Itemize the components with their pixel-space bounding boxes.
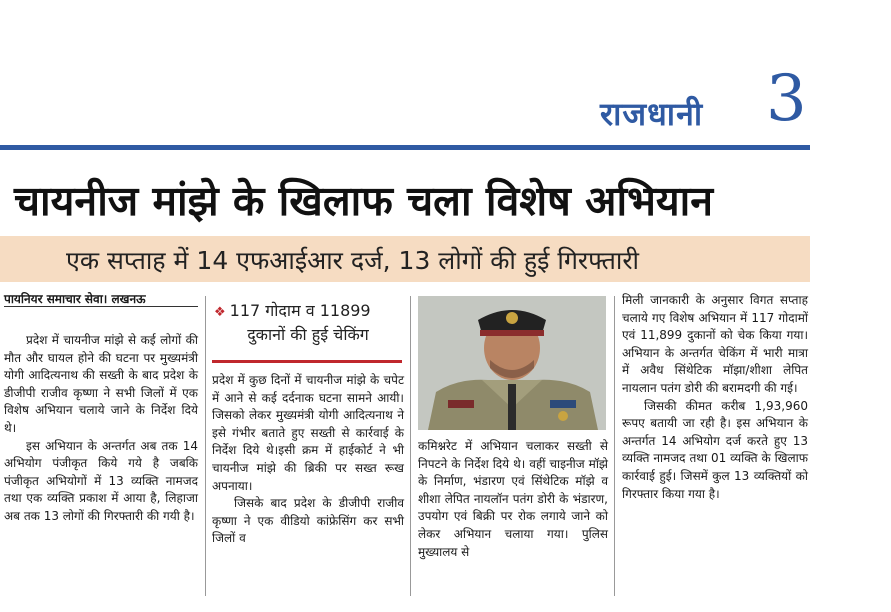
column-divider xyxy=(410,296,411,596)
box-heading-line-1: 117 गोदाम व 11899 xyxy=(229,301,371,320)
section-name: राजधानी xyxy=(600,95,704,133)
paragraph: प्रदेश में कुछ दिनों में चायनीज मांझे के चपेट में आने से कई दर्दनाक घटना सामने आयी। जिसको लेकर मुख्यमंत्री योगी आदित्यनाथ ने इसे गंभीर बताते हुए सख्ती से कार्रवाई के निर्देश दिये थे।इसी क्रम में हाईकोर्ट ने भी चायनीज मांझे की ब्रिकी पर सख्त रूख अपनाया। xyxy=(212,373,404,493)
paragraph: जिसके बाद प्रदेश के डीजीपी राजीव कृष्णा ने एक वीडियो कांफ्रेसिंग कर सभी जिलों व xyxy=(212,496,404,546)
paragraph: कमिश्नरेट में अभियान चलाकर सख्ती से निपटने के निर्देश दिये थे। वहीं चाइनीज मॉझे के निर्माण, भंडारण एवं सिंथेटिक मॉझे व शीशा लेपित नायलॉन पतंग डोरी के भंडारण, उपयोग एवं बिक्री पर रोक लगाये जाने को लेकर अभियान चलाया गया। पुलिस मुख्यालय से xyxy=(418,439,608,559)
column-divider xyxy=(614,296,615,596)
box-heading-rule xyxy=(212,360,402,363)
article-column-3 xyxy=(418,438,608,561)
diamond-bullet-icon: ❖ xyxy=(214,305,226,320)
article-column-4 xyxy=(622,292,808,503)
officer-portrait-image xyxy=(418,296,606,430)
byline-rule xyxy=(4,306,198,307)
article-column-1 xyxy=(4,332,198,526)
paragraph: प्रदेश में चायनीज मांझे से कई लोगों की मौत और घायल होने की घटना पर मुख्यमंत्री योगी आदित्यनाथ की सख्ती के बाद प्रदेश के डीजीपी राजीव कृष्णा ने सभी जिलों में एक विशेष अभियान चलाये जाने के निर्देश दिये थे। xyxy=(4,333,198,435)
column-divider xyxy=(205,296,206,596)
subheadline: एक सप्ताह में 14 एफआईआर दर्ज, 13 लोगों की हुई गिरफ्तारी xyxy=(66,246,640,275)
paragraph: जिसकी कीमत करीब 1,93,960 रूपए बतायी जा रही है। इस अभियान के अन्तर्गत 14 अभियोग दर्ज करते हुए 13 व्यक्ति नामजद तथा 01 व्यक्ति के खिलाफ कार्रवाई हुई। जिसमें कुल 13 व्यक्तियों को गिरफ्तार किया गया है। xyxy=(622,398,808,501)
officer-photo xyxy=(418,296,606,430)
page-number: 3 xyxy=(766,62,807,136)
box-heading-line-2: दुकानों की हुई चेकिंग xyxy=(247,325,369,344)
headline: चायनीज मांझे के खिलाफ चला विशेष अभियान xyxy=(14,177,714,225)
article-column-2 xyxy=(212,372,404,548)
paragraph: इस अभियान के अन्तर्गत अब तक 14 अभियोग पंजीकृत किये गये है जबकि पंजीकृत अभियोगों में 13 व्यक्ति नामजद तथा एक व्यक्ति प्रकाश में आया है, लिहाजा अब तक 13 लोगों की गिरफ्तारी की गयी है। xyxy=(4,438,198,523)
masthead-rule xyxy=(0,145,810,150)
box-heading xyxy=(214,300,402,346)
paragraph: मिली जानकारी के अनुसार विगत सप्ताह चलाये गए विशेष अभियान में 117 गोदामों एवं 11,899 दुकानों को चेक किया गया। अभियान के अन्तर्गत चेकिंग में भारी मात्रा में अवैध सिंथेटिक मॉझा/शीशा लेपित नायलान पतंग डोरी की बरामदगी की गई। xyxy=(622,293,808,395)
byline: पायनियर समाचार सेवा। लखनऊ xyxy=(4,292,146,306)
